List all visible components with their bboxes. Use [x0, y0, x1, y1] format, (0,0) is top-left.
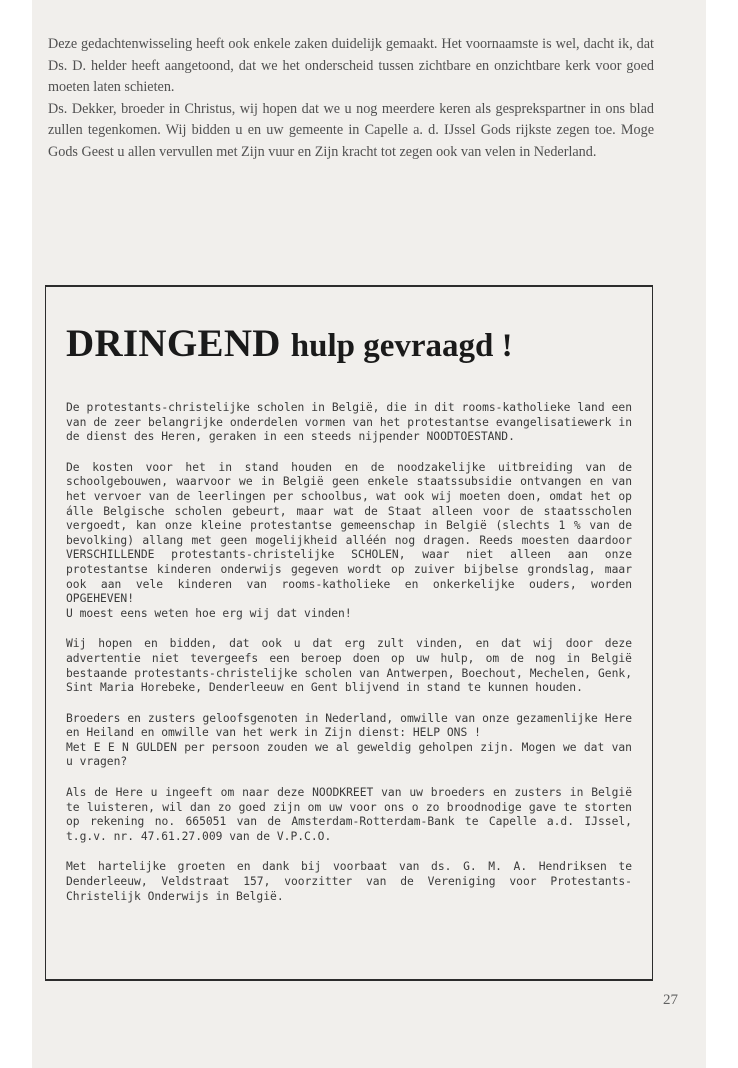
- page-number: 27: [663, 992, 678, 1008]
- ad-paragraph-6: Met hartelijke groeten en dank bij voorbaat van ds. G. M. A. Hendriksen te Denderleeuw, Veldstraat 157, voorzitter van de Vereniging voor Protestants-Christelijk Onderwijs in België.: [66, 860, 632, 903]
- intro-paragraph-2: Ds. Dekker, broeder in Christus, wij hopen dat we u nog meerdere keren als gesprekspartner in ons blad zullen tegenkomen. Wij bidden u en uw gemeente in Capelle a. d. IJssel Gods rijkste zegen toe. Moge Gods Geest u allen vervullen met Zijn vuur en Zijn kracht tot zegen ook van velen in Nederland.: [48, 100, 654, 160]
- ad-paragraph-3: Wij hopen en bidden, dat ook u dat erg zult vinden, en dat wij door deze advertentie niet tevergeefs een beroep doen op uw hulp, om de nog in België bestaande protestants-christelijke scholen van Antwerpen, Boechout, Mechelen, Genk, Sint Maria Horebeke, Denderleeuw en Gent blijvend in stand te kunnen houden.: [66, 637, 632, 695]
- title-hulp-gevraagd: hulp gevraagd !: [290, 328, 513, 364]
- ad-paragraph-1: De protestants-christelijke scholen in België, die in dit rooms-katholieke land een van de zeer belangrijke onderdelen vormen van het protestantse evangelisatiewerk in de dienst des Heren, geraken in een steeds nijpender NOODTOESTAND.: [66, 401, 632, 444]
- page: [32, 0, 706, 1068]
- intro-paragraph-1: Deze gedachtenwisseling heeft ook enkele zaken duidelijk gemaakt. Het voornaamste is wel, dacht ik, dat Ds. D. helder heeft aangetoond, dat we het onderscheid tussen zichtbare en onzichtbare kerk voor goed moeten laten schieten.: [48, 36, 654, 95]
- ad-paragraph-2: De kosten voor het in stand houden en de noodzakelijke uitbreiding van de schoolgebouwen, waarvoor we in België geen enkele staatssubsidie ontvangen en van het vervoer van de leerlingen per schoolbus, wat ook wij moeten doen, omdat het op álle Belgische scholen gebeurt, maar wat de Staat alleen voor de staatsscholen vergoedt, kan onze kleine protestantse gemeenschap in België (slechts 1 % van de bevolking) allang met geen mogelijkheid alléén nog dragen. Reeds moesten daardoor VERSCHILLENDE protestants-christelijke SCHOLEN, waar niet alleen aan onze protestantse kinderen onderwijs gegeven wordt op zuiver bijbelse grondslag, maar ook aan vele kinderen van rooms-katholieke en onkerkelijke ouders, worden OPGEHEVEN!: [66, 460, 632, 606]
- ad-paragraph-4-last: Met E E N GULDEN per persoon zouden we al geweldig geholpen zijn. Mogen we dat van u vragen?: [66, 740, 632, 769]
- advertisement-body: [66, 401, 632, 920]
- intro-text: [48, 34, 654, 163]
- title-dringend: DRINGEND: [66, 322, 281, 365]
- advertisement-title: [66, 321, 513, 366]
- ad-paragraph-2-last: U moest eens weten hoe erg wij dat vinden!: [66, 606, 352, 620]
- advertisement-box: [45, 285, 653, 981]
- ad-paragraph-5: Als de Here u ingeeft om naar deze NOODKREET van uw broeders en zusters in België te luisteren, wil dan zo goed zijn om uw voor ons o zo broodnodige gave te storten op rekening no. 665051 van de Amsterdam-Rotterdam-Bank te Capelle a.d. IJssel, t.g.v. nr. 47.61.27.009 van de V.P.C.O.: [66, 786, 632, 843]
- ad-paragraph-4: Broeders en zusters geloofsgenoten in Nederland, omwille van onze gezamenlijke Here en Heiland en omwille van het werk in Zijn dienst: HELP ONS !: [66, 711, 632, 740]
